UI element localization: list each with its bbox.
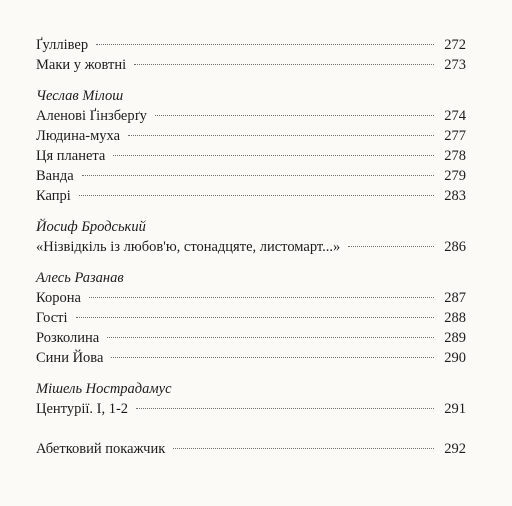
- dot-leader: [136, 408, 434, 409]
- dot-leader: [82, 175, 434, 176]
- toc-entry[interactable]: [36, 166, 466, 186]
- entry-title: Корона: [36, 290, 81, 306]
- dot-leader: [173, 448, 434, 449]
- dot-leader: [134, 64, 434, 65]
- author-heading-nostradamus: Мішель Нострадамус: [36, 381, 172, 397]
- entry-page-number: 287: [444, 290, 466, 306]
- entry-page-number: 292: [444, 441, 466, 457]
- dot-leader: [96, 44, 434, 45]
- entry-title: Гості: [36, 310, 68, 326]
- toc-entry[interactable]: [36, 126, 466, 146]
- entry-page-number: 283: [444, 188, 466, 204]
- entry-page-number: 277: [444, 128, 466, 144]
- entry-page-number: 286: [444, 239, 466, 255]
- toc-entry[interactable]: [36, 288, 466, 308]
- toc-entry[interactable]: [36, 308, 466, 328]
- toc-entry[interactable]: [36, 328, 466, 348]
- toc-entry[interactable]: [36, 399, 466, 419]
- entry-page-number: 273: [444, 57, 466, 73]
- toc-entry[interactable]: [36, 186, 466, 206]
- dot-leader: [89, 297, 434, 298]
- toc-entry[interactable]: [36, 237, 466, 257]
- toc-entry-index[interactable]: [36, 439, 466, 459]
- entry-page-number: 274: [444, 108, 466, 124]
- entry-page-number: 290: [444, 350, 466, 366]
- entry-title: Центурії. I, 1-2: [36, 401, 129, 417]
- dot-leader: [128, 135, 434, 136]
- dot-leader: [76, 317, 434, 318]
- entry-title: Ґуллівер: [36, 37, 89, 53]
- author-heading-brodsky: Йосиф Бродський: [36, 219, 146, 235]
- dot-leader: [348, 246, 434, 247]
- entry-page-number: 288: [444, 310, 466, 326]
- entry-title: Капрі: [36, 188, 71, 204]
- entry-title: Розколина: [36, 330, 100, 346]
- entry-title: Маки у жовтні: [36, 57, 127, 73]
- dot-leader: [113, 155, 434, 156]
- entry-page-number: 278: [444, 148, 466, 164]
- table-of-contents: [36, 35, 466, 459]
- toc-entry[interactable]: [36, 106, 466, 126]
- entry-page-number: 272: [444, 37, 466, 53]
- entry-title: «Нізвідкіль із любов'ю, стонадцяте, листомарт...»: [36, 239, 341, 255]
- entry-title: Аленові Ґінзберґу: [36, 108, 147, 124]
- dot-leader: [107, 337, 434, 338]
- entry-page-number: 279: [444, 168, 466, 184]
- author-heading-razanau: Алесь Разанав: [36, 270, 124, 286]
- dot-leader: [155, 115, 434, 116]
- toc-entry-poppies[interactable]: [36, 55, 466, 75]
- entry-title: Абетковий покажчик: [36, 441, 166, 457]
- entry-title: Сини Йова: [36, 350, 104, 366]
- toc-entry-gulliver[interactable]: [36, 35, 466, 55]
- entry-title: Людина-муха: [36, 128, 121, 144]
- toc-entry[interactable]: [36, 146, 466, 166]
- entry-page-number: 289: [444, 330, 466, 346]
- entry-page-number: 291: [444, 401, 466, 417]
- dot-leader: [111, 357, 434, 358]
- entry-title: Ця планета: [36, 148, 106, 164]
- dot-leader: [79, 195, 434, 196]
- author-heading-milosz: Чеслав Мілош: [36, 88, 124, 104]
- toc-entry[interactable]: [36, 348, 466, 368]
- entry-title: Ванда: [36, 168, 74, 184]
